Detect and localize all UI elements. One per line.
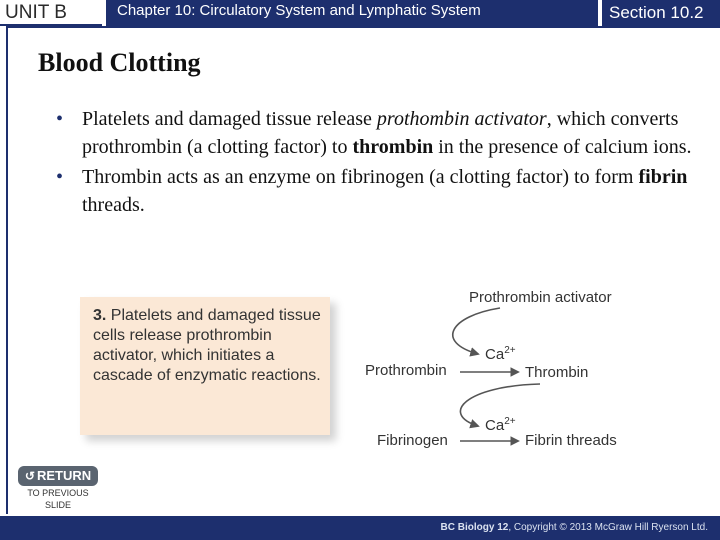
label-fibrin-threads: Fibrin threads: [525, 432, 617, 449]
return-caption-line: TO PREVIOUS: [27, 488, 89, 498]
clotting-cascade-diagram: [80, 282, 640, 457]
label-calcium-2: $Ca^{2+}$: [485, 416, 516, 434]
section-label: Section 10.2: [600, 0, 720, 26]
clotting-figure: [80, 282, 640, 457]
bullet-text: Platelets and damaged tissue release: [82, 108, 377, 130]
label-prothrombin: Prothrombin: [365, 362, 447, 379]
footer-brand: BC Biology 12: [440, 522, 509, 533]
label-fibrinogen: Fibrinogen: [377, 432, 448, 449]
bullet-text: , which converts prothrombin (a clotting factor) to: [82, 108, 679, 158]
slide-title: Blood Clotting: [38, 48, 201, 77]
copyright-text: [441, 522, 708, 533]
return-button-label: RETURN: [36, 468, 92, 483]
bullet-term-bold: thrombin: [352, 136, 434, 158]
slide-footer: [0, 516, 720, 540]
header-divider: [6, 26, 720, 28]
label-prothrombin-activator: Prothrombin activator: [469, 289, 612, 306]
left-border-rule: [6, 26, 8, 514]
return-arrow-icon: ↺: [24, 469, 35, 483]
unit-label: UNIT B: [0, 0, 104, 26]
bullet-list: [56, 105, 696, 221]
return-caption-line: SLIDE: [44, 500, 71, 510]
bullet-item: [56, 105, 696, 161]
bullet-text: in the presence of calcium ions.: [433, 136, 692, 158]
label-calcium-1: $Ca^{2+}$: [485, 345, 516, 363]
bullet-term-italic: prothombin activator: [376, 108, 547, 130]
footer-copyright: , Copyright © 2013 McGraw Hill Ryerson Ltd.: [508, 522, 708, 533]
bullet-text: Thrombin acts as an enzyme on fibrinogen (a clotting factor) to form: [82, 166, 639, 188]
bullet-term-bold: fibrin: [638, 166, 688, 188]
label-thrombin: Thrombin: [525, 364, 589, 381]
step-number: 3.: [93, 307, 107, 324]
slide-header: [0, 0, 720, 26]
chapter-label: Chapter 10: Circulatory System and Lymphatic System: [106, 0, 598, 26]
bullet-text: threads.: [82, 194, 145, 216]
return-button[interactable]: [18, 466, 98, 486]
bullet-item: [56, 163, 696, 219]
step-text: Platelets and damaged tissue cells release prothrombin activator, which initiates a cascade of enzymatic reactions.: [93, 307, 321, 384]
return-caption: [18, 487, 98, 511]
